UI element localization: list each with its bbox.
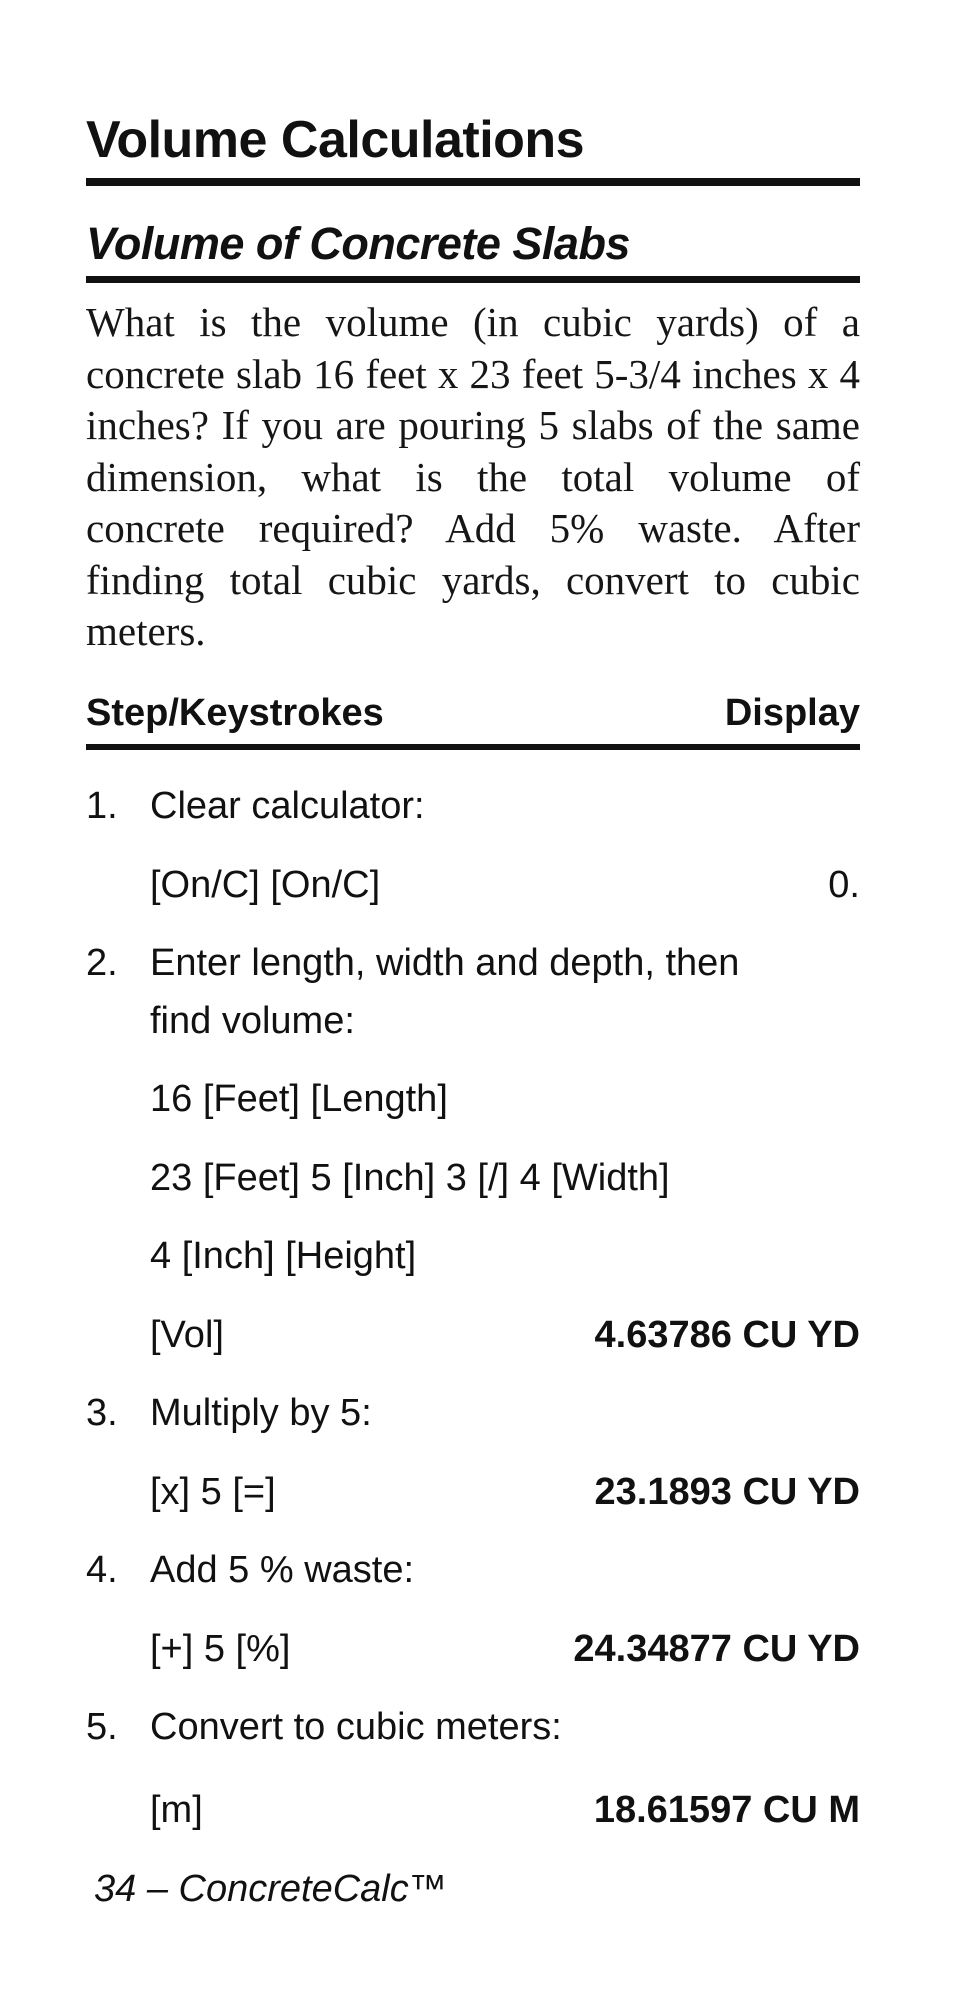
keystrokes: [Vol] bbox=[150, 1314, 224, 1356]
step-text: Convert to cubic meters: bbox=[150, 1706, 562, 1748]
step-text: Enter length, width and depth, then bbox=[150, 942, 740, 984]
display-column-header: Display bbox=[724, 692, 860, 734]
display-value: 4.63786 CU YD bbox=[594, 1314, 860, 1356]
subsection-title: Volume of Concrete Slabs bbox=[86, 218, 630, 269]
column-headers bbox=[86, 688, 860, 738]
steps-column-header: Step/Keystrokes bbox=[86, 692, 384, 734]
keystrokes: 23 [Feet] 5 [Inch] 3 [/] 4 [Width] bbox=[150, 1157, 670, 1199]
step-number: 3. bbox=[86, 1392, 118, 1434]
display-value: 0. bbox=[828, 864, 860, 906]
section-title-rule bbox=[86, 178, 860, 186]
keystrokes: [+] 5 [%] bbox=[150, 1628, 291, 1670]
subsection-title-rule bbox=[86, 276, 860, 283]
display-value: 23.1893 CU YD bbox=[594, 1471, 860, 1513]
keystrokes: 4 [Inch] [Height] bbox=[150, 1235, 417, 1277]
keystrokes: [m] bbox=[150, 1789, 203, 1831]
step-text: find volume: bbox=[150, 1000, 355, 1042]
step-number: 5. bbox=[86, 1706, 118, 1748]
keystrokes: [x] 5 [=] bbox=[150, 1471, 276, 1513]
step-text: Clear calculator: bbox=[150, 785, 425, 827]
example-question: What is the volume (in cubic yards) of a concrete slab 16 feet x 23 feet 5-3/4 inches x 4 inches? If you are pouring 5 slabs of the same dimension, what is the total volume of concrete required? Add 5% waste. After finding total cubic yards, convert to cubic meters. bbox=[86, 299, 860, 654]
column-header-rule bbox=[86, 744, 860, 750]
section-title: Volume Calculations bbox=[86, 111, 585, 169]
step-number: 2. bbox=[86, 942, 118, 984]
step-number: 1. bbox=[86, 785, 118, 827]
step-text: Add 5 % waste: bbox=[150, 1549, 415, 1591]
keystrokes: 16 [Feet] [Length] bbox=[150, 1078, 448, 1120]
step-number: 4. bbox=[86, 1549, 118, 1591]
display-value: 18.61597 CU M bbox=[593, 1789, 860, 1831]
step-text: Multiply by 5: bbox=[150, 1392, 372, 1434]
keystrokes: [On/C] [On/C] bbox=[150, 864, 381, 906]
display-value: 24.34877 CU YD bbox=[573, 1628, 860, 1670]
page-footer: 34 – ConcreteCalc™ bbox=[94, 1868, 447, 1910]
